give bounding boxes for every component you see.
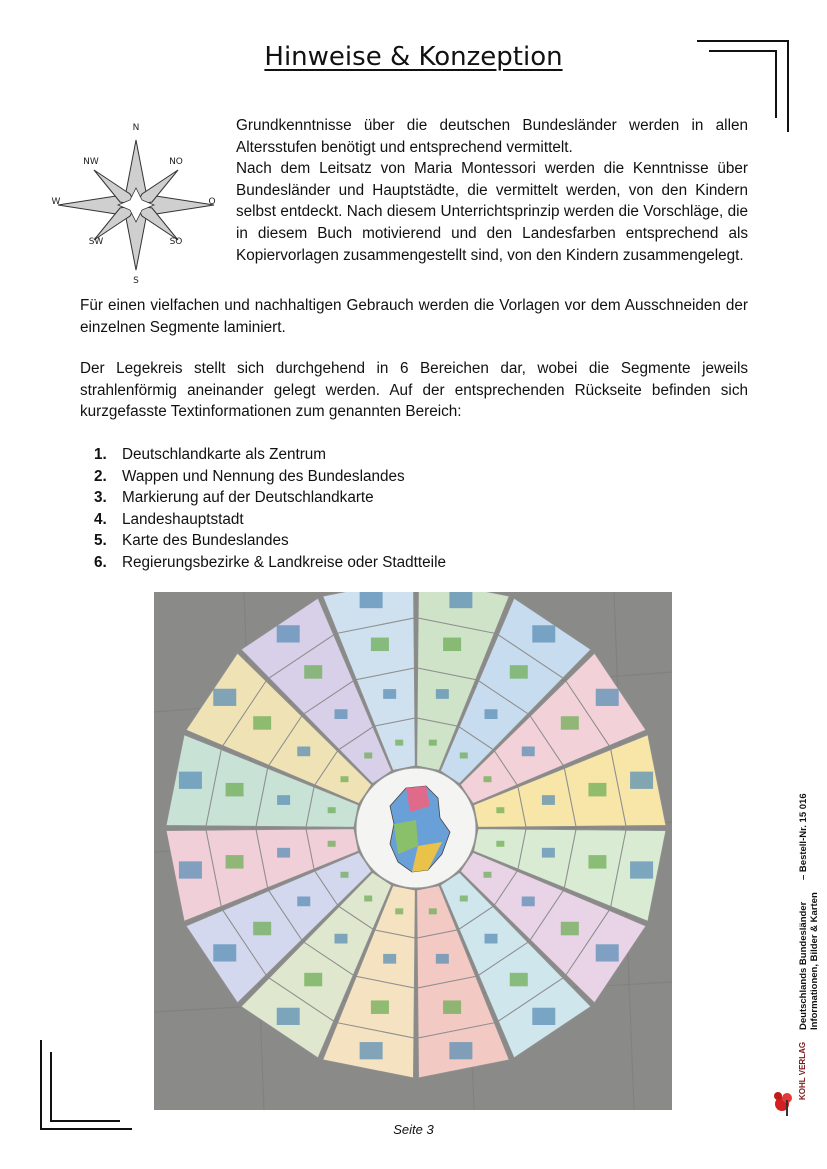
book-title: Deutschlands Bundesländer — [798, 901, 809, 1030]
compass-label-se: SO — [169, 237, 183, 247]
list-item: 1. Deutschlandkarte als Zentrum — [94, 446, 327, 463]
segment-picture — [213, 689, 236, 706]
segment-picture — [364, 752, 372, 758]
intro-paragraph: Grundkenntnisse über die deutschen Bundesländer werden in allen Altersstufen benötigt und entsprechend vermittelt. — [236, 117, 748, 156]
segment-picture — [429, 740, 437, 746]
segment-picture — [510, 973, 528, 987]
segment-picture — [277, 795, 290, 805]
legekreis-photo — [154, 592, 672, 1110]
segment-picture — [328, 807, 336, 813]
segment-picture — [532, 1008, 555, 1025]
segment-picture — [213, 944, 236, 961]
segment-picture — [429, 908, 437, 914]
segment-picture — [253, 922, 271, 936]
compass-label-n: N — [132, 123, 140, 133]
publisher-name: KOHL VERLAG — [798, 1041, 807, 1100]
segment-picture — [522, 746, 535, 756]
segment-picture — [436, 689, 449, 699]
segment-picture — [443, 638, 461, 652]
compass-label-ne: NO — [169, 157, 183, 167]
segment-picture — [484, 872, 492, 878]
segment-picture — [460, 896, 468, 902]
segment-picture — [510, 665, 528, 679]
segment-picture — [395, 740, 403, 746]
segment-picture — [496, 807, 504, 813]
book-subtitle: Informationen, Bilder & Karten — [809, 892, 820, 1030]
segment-picture — [522, 897, 535, 907]
list-item: 4. Landeshauptstadt — [94, 510, 244, 528]
segment-picture — [449, 1042, 472, 1059]
compass-label-e: O — [208, 197, 216, 207]
segment-picture — [364, 896, 372, 902]
segment-picture — [360, 1042, 383, 1059]
legekreis-paragraph: Der Legekreis stellt sich durchgehend in 6 Bereichen dar, wobei die Segmente jeweils strahlenförmig aneinander gelegt werden. Auf der entsprechenden Rückseite befinden sich kurzgefasste Textinformationen zum genannten Bereich: — [80, 360, 748, 421]
page-number: Seite 3 — [393, 1122, 434, 1137]
segment-picture — [588, 783, 606, 797]
segment-picture — [596, 689, 619, 706]
corner-decoration-bottom-left-inner — [50, 1052, 120, 1122]
segment-picture — [436, 954, 449, 964]
segment-picture — [304, 665, 322, 679]
segment-list — [94, 444, 446, 574]
compass-rose-icon — [46, 120, 226, 290]
book-info — [798, 892, 820, 1030]
list-item: 2. Wappen und Nennung des Bundeslandes — [94, 467, 405, 485]
compass-label-w: W — [51, 197, 61, 207]
segment-picture — [277, 625, 300, 642]
segment-picture — [561, 922, 579, 936]
segment-picture — [383, 954, 396, 964]
segment-picture — [179, 861, 202, 878]
segment-picture — [485, 934, 498, 944]
compass-label-nw: NW — [83, 157, 99, 167]
segment-picture — [340, 776, 348, 782]
order-number: – Bestell-Nr. 15 016 — [798, 793, 809, 880]
segment-picture — [383, 689, 396, 699]
segment-picture — [360, 592, 383, 608]
segment-picture — [561, 716, 579, 730]
segment-picture — [443, 1000, 461, 1014]
segment-picture — [532, 625, 555, 642]
segment-picture — [460, 752, 468, 758]
segment-picture — [449, 592, 472, 608]
list-item: 6. Regierungsbezirke & Landkreise oder Stadtteile — [94, 553, 446, 571]
segment-picture — [277, 848, 290, 858]
segment-picture — [340, 872, 348, 878]
segment-picture — [253, 716, 271, 730]
list-item: 3. Markierung auf der Deutschlandkarte — [94, 489, 374, 507]
segment-picture — [395, 908, 403, 914]
segment-picture — [588, 855, 606, 869]
segment-picture — [630, 861, 653, 878]
compass-label-sw: SW — [88, 237, 104, 247]
segment-picture — [334, 709, 347, 719]
segment-picture — [630, 772, 653, 789]
segment-picture — [371, 1000, 389, 1014]
segment-picture — [596, 944, 619, 961]
list-item: 5. Karte des Bundeslandes — [94, 532, 289, 550]
compass-label-s: S — [133, 276, 139, 286]
segment-picture — [226, 855, 244, 869]
segment-picture — [277, 1008, 300, 1025]
segment-picture — [542, 795, 555, 805]
segment-picture — [328, 841, 336, 847]
segment-picture — [496, 841, 504, 847]
segment-picture — [371, 638, 389, 652]
segment-picture — [334, 934, 347, 944]
segment-picture — [304, 973, 322, 987]
page-title: Hinweise & Konzeption — [264, 42, 563, 72]
lamination-paragraph: Für einen vielfachen und nachhaltigen Gebrauch werden die Vorlagen vor dem Ausschneiden der einzelnen Segmente laminiert. — [80, 297, 748, 336]
segment-picture — [297, 897, 310, 907]
segment-picture — [484, 776, 492, 782]
intro-block — [236, 115, 748, 266]
segment-picture — [485, 709, 498, 719]
segment-picture — [542, 848, 555, 858]
segment-picture — [297, 746, 310, 756]
montessori-paragraph: Nach dem Leitsatz von Maria Montessori werden die Kenntnisse über Bundesländer und Hauptstädte, die vermittelt werden, von den Kindern selbst entdeckt. Nach diesem Unterrichtsprinzip werden die Vorschläge, die in diesem Buch motivierend und den Landesfarben entsprechend als Kopiervorlagen zusammengestellt sind, von den Kindern zusammengelegt. — [236, 160, 748, 264]
legekreis-illustration — [154, 592, 672, 1110]
segment-picture — [179, 772, 202, 789]
segment-picture — [226, 783, 244, 797]
